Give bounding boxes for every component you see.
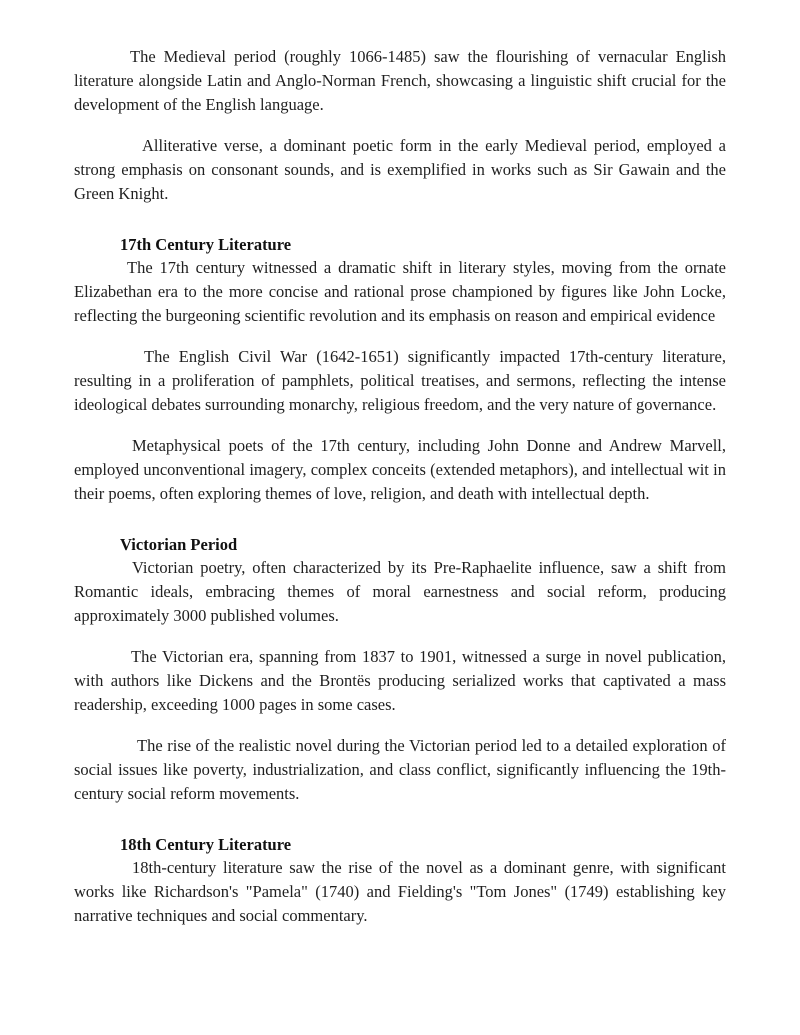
paragraph-metaphysical-poets: Metaphysical poets of the 17th century, including John Donne and Andrew Marvell, employed unconventional imagery, complex conceits (extended metaphors), and intellectual wit in their poems, often exploring themes of love, religion, and death with intellectual depth.	[74, 436, 726, 503]
paragraph-victorian-era-novels: The Victorian era, spanning from 1837 to 1901, witnessed a surge in novel publication, with authors like Dickens and the Brontës producing serialized works that captivated a mass readership, exceeding 1000 pages in some cases.	[74, 647, 726, 714]
paragraph-alliterative-verse: Alliterative verse, a dominant poetic form in the early Medieval period, employed a strong emphasis on consonant sounds, and is exemplified in works such as Sir Gawain and the Green Knight.	[74, 136, 726, 203]
paragraph-victorian-poetry: Victorian poetry, often characterized by its Pre-Raphaelite influence, saw a shift from Romantic ideals, embracing themes of moral earnestness and social reform, producing approximately 3000 published volumes.	[74, 558, 726, 625]
section-heading-18th-century: 18th Century Literature	[120, 835, 292, 854]
paragraph-medieval-period: The Medieval period (roughly 1066-1485) saw the flourishing of vernacular English literature alongside Latin and Anglo-Norman French, showcasing a linguistic shift crucial for the development of the English language.	[74, 47, 726, 114]
section-heading-17th-century: 17th Century Literature	[120, 235, 292, 254]
paragraph-18th-century-novel: 18th-century literature saw the rise of the novel as a dominant genre, with significant works like Richardson's "Pamela" (1740) and Fielding's "Tom Jones" (1749) establishing key narrative techniques and social commentary.	[74, 858, 726, 925]
paragraph-realistic-novel: The rise of the realistic novel during the Victorian period led to a detailed exploration of social issues like poverty, industrialization, and class conflict, significantly influencing the 19th-century social reform movements.	[74, 736, 726, 803]
section-heading-victorian-period: Victorian Period	[120, 535, 238, 554]
paragraph-english-civil-war: The English Civil War (1642-1651) significantly impacted 17th-century literature, resulting in a proliferation of pamphlets, political treatises, and sermons, reflecting the intense ideological debates surrounding monarchy, religious freedom, and the very nature of governance.	[74, 347, 726, 414]
document-page	[74, 45, 726, 945]
paragraph-17th-century-styles: The 17th century witnessed a dramatic shift in literary styles, moving from the ornate Elizabethan era to the more concise and rational prose championed by figures like John Locke, reflecting the burgeoning scientific revolution and its emphasis on reason and empirical evidence	[74, 258, 726, 325]
